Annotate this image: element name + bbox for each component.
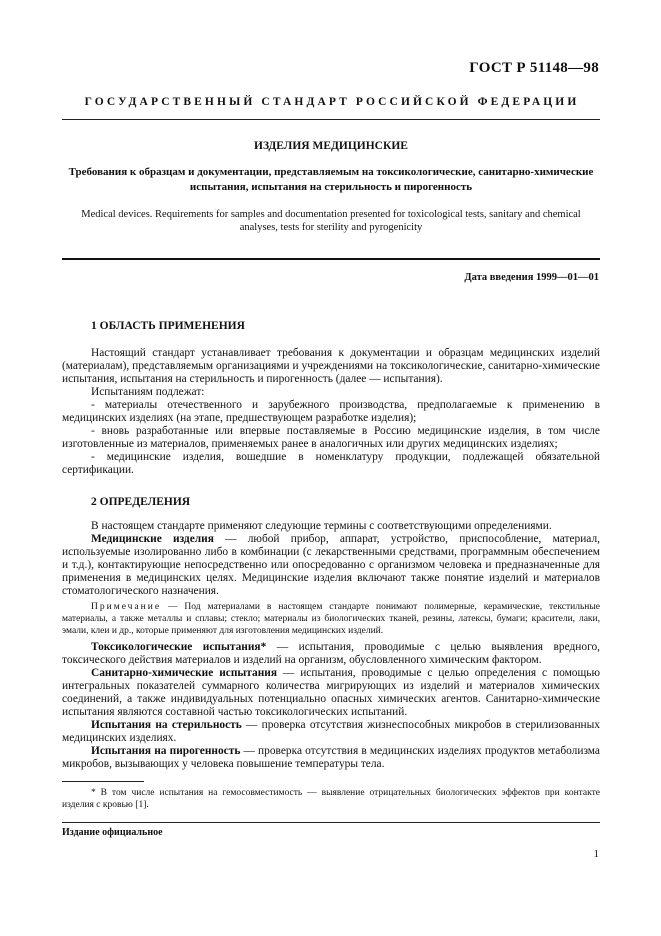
page-number: 1 [593,848,599,860]
definition-text: — проверка отсутствия жизнеспособных микробов в стерилизованных медицинских изделиях. [62,719,601,744]
definition-text: — любой прибор, аппарат, устройство, приспособление, материал, используемые изолированно либо в комбинации (с лекарственными средствами, программным обеспечением и т.д.), контактирующие непосредственно или опосредованно с организмом человека и предназначенные для применения в медицинских целях. Медицинские изделия включают также понятие изделий и материалов стоматологического назначения. [62,533,600,597]
paragraph: В настоящем стандарте применяют следующие термины с соответствующими определениями. [91,520,552,532]
section-scope-body [62,347,600,477]
definition-text: — проверка отсутствия в медицинских изделиях продуктов метаболизма микробов, вызывающих у человека повышение температуры тела. [62,745,600,770]
paragraph: Испытаниям подлежат: [91,386,205,398]
english-title: Medical devices. Requirements for samples and documentation presented for toxicological tests, sanitary and chemical analyses, tests for sterility and pyrogenicity [81,209,581,233]
definition-toxicological [62,641,600,667]
definition-sterility [62,719,600,745]
header-rule [62,119,600,120]
footnote-rule [62,781,144,782]
definition-text: — испытания, проводимые с целью выявления вредного, токсического действия материалов и изделий на организм, обусловленного химическим фактором. [62,641,601,666]
section-heading-scope: 1 ОБЛАСТЬ ПРИМЕНЕНИЯ [91,320,245,332]
term: Испытания на стерильность [91,719,242,731]
definition-text: — испытания, проводимые с целью определения с помощью интегральных показателей суммарного количества мигрирующих из изделий и материалов химических соединений, а также индивидуальных потенциально опасных химических агентов. Санитарно-химические испытания являются составной частью токсикологических испытаний. [62,667,600,718]
list-item: - материалы отечественного и зарубежного производства, предполагаемые к применению в медицинских изделиях (на этапе, предшествующем разработке изделия); [62,399,600,424]
footer-rule [62,822,600,823]
document-code: ГОСТ Р 51148—98 [469,60,599,76]
state-standard-banner: ГОСУДАРСТВЕННЫЙ СТАНДАРТ РОССИЙСКОЙ ФЕДЕРАЦИИ [84,96,580,108]
edition-label: Издание официальное [62,827,163,838]
introduction-date: Дата введения 1999—01—01 [464,272,599,283]
definition-sanitary-chemical [62,667,600,719]
note [62,601,600,637]
term: Токсикологические испытания* [91,641,267,653]
document-subtitle: Требования к образцам и документации, представляемым на токсикологические, санитарно-химические испытания, испытания на стерильность и пирогенность [68,166,594,193]
term: Испытания на пирогенность [91,745,241,757]
list-item: - вновь разработанные или впервые поставляемые в Россию медицинские изделия, в том числе изготовленные из материалов, применяемых ранее в аналогичных или других медицинских изделиях; [62,425,600,450]
paragraph: Настоящий стандарт устанавливает требования к документации и образцам медицинских изделий (материалам), представляемым организациями и учреждениями на токсикологические, санитарно-химические испытания, испытания на стерильность и пирогенность (далее — испытания). [62,347,600,385]
definition-medical-devices [62,533,600,598]
title-rule [62,258,600,260]
note-label: Примечание [91,602,162,612]
term: Медицинские изделия [91,533,214,545]
document-title: ИЗДЕЛИЯ МЕДИЦИНСКИЕ [254,140,408,152]
section-definitions-body [62,520,600,771]
definition-pyrogenicity [62,745,600,771]
note-text: — Под материалами в настоящем стандарте понимают полимерные, керамические, текстильные материалы, а также металлы и сплавы; стекло; материалы из биологических тканей, резины, латексы, бумаги; красители, лаки, эмали, клеи и др., которые применяют для изготовления медицинских изделий. [62,602,600,636]
term: Санитарно-химические испытания [91,667,277,679]
section-heading-definitions: 2 ОПРЕДЕЛЕНИЯ [91,496,191,508]
footnote-text: * В том числе испытания на гемосовместимость — выявление отрицательных биологических эффектов при контакте изделия с кровью [1]. [62,788,600,810]
list-item: - медицинские изделия, вошедшие в номенклатуру продукции, подлежащей обязательной сертификации. [62,451,600,476]
footnote [62,787,600,811]
